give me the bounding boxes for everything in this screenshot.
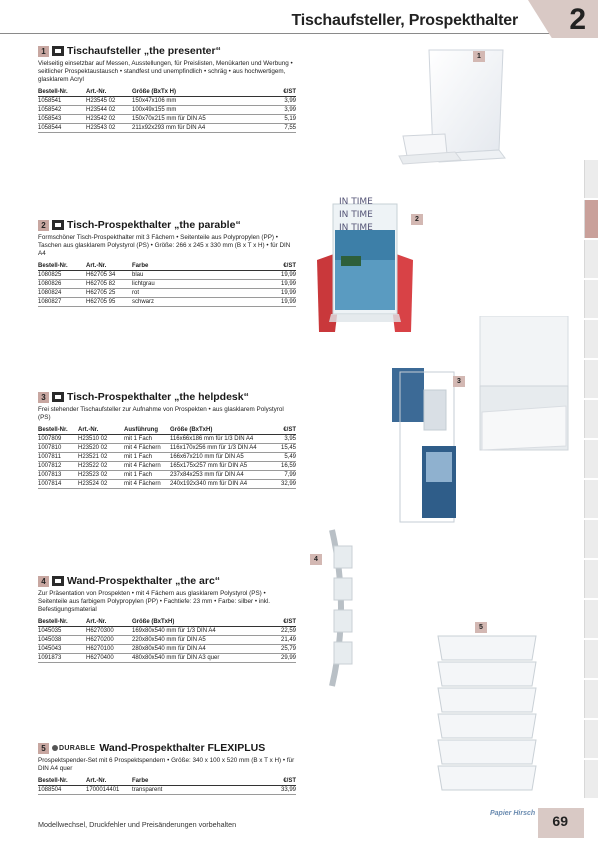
image-label: 2 xyxy=(411,214,423,225)
product-image-flexiplus xyxy=(430,628,545,803)
section-heading xyxy=(38,44,296,58)
cell: transparent xyxy=(132,785,242,794)
brand-name: DURABLE xyxy=(59,744,96,752)
section-number: 4 xyxy=(38,576,49,587)
brand-logo-icon xyxy=(52,576,64,586)
product-table xyxy=(38,776,296,795)
cell: 1007814 xyxy=(38,479,78,488)
cell: 166x67x210 mm für DIN A5 xyxy=(170,452,277,461)
cell: 150x70x215 mm für DIN A5 xyxy=(132,115,272,124)
cell: 211x92x293 mm für DIN A4 xyxy=(132,124,272,133)
col-header: Bestell-Nr. xyxy=(38,262,86,271)
cell: 19,99 xyxy=(231,280,296,289)
col-header: Ausführung xyxy=(124,425,170,434)
cell: H23510 02 xyxy=(78,434,124,443)
table-row xyxy=(38,434,296,443)
cell: 1091873 xyxy=(38,654,86,663)
product-section-4 xyxy=(38,574,296,663)
cell: H23543 02 xyxy=(86,124,132,133)
cell: 150x47x106 mm xyxy=(132,97,272,106)
table-header-row xyxy=(38,88,296,97)
col-header: €/ST xyxy=(277,425,296,434)
table-row xyxy=(38,479,296,488)
cell: H62705 34 xyxy=(86,271,132,280)
product-section-3 xyxy=(38,390,296,489)
col-header: Farbe xyxy=(132,262,231,271)
cell: 1080824 xyxy=(38,289,86,298)
brand-logo-icon xyxy=(52,220,64,230)
cell: mit 1 Fach xyxy=(124,470,170,479)
register-tab xyxy=(584,280,598,318)
cell: H6270300 xyxy=(86,627,132,636)
register-tab xyxy=(584,680,598,718)
table-header-row xyxy=(38,776,296,785)
chapter-number: 2 xyxy=(569,3,586,36)
cell: 169x80x540 mm für 1/3 DIN A4 xyxy=(132,627,272,636)
publisher-logo: Papier Hirsch xyxy=(490,810,536,817)
col-header: Bestell-Nr. xyxy=(38,618,86,627)
register-tab xyxy=(584,560,598,598)
cell: schwarz xyxy=(132,298,231,307)
section-title: Tisch-Prospekthalter „the helpdesk“ xyxy=(67,391,249,403)
table-header-row xyxy=(38,425,296,434)
section-description: Vielseitig einsetzbar auf Messen, Ausstellungen, für Preislisten, Menükarten und Werbung • seitlicher Prospektaustausch • standfest und unempfindlich • schräg • aus hochwertigem, glasklarem Acryl xyxy=(38,60,293,84)
section-description: Prospektspender-Set mit 6 Prospektspendern • Größe: 340 x 100 x 520 mm (B x T x H) • für DIN A4 quer xyxy=(38,757,295,773)
cell: H23544 02 xyxy=(86,106,132,115)
cell: H23545 02 xyxy=(86,97,132,106)
table-row xyxy=(38,298,296,307)
cell: 32,99 xyxy=(277,479,296,488)
register-tab xyxy=(584,360,598,398)
col-header: €/ST xyxy=(231,262,296,271)
cell: H62705 95 xyxy=(86,298,132,307)
col-header: Art.-Nr. xyxy=(86,88,132,97)
section-title: Wand-Prospekthalter „the arc“ xyxy=(67,575,221,587)
cell: 7,99 xyxy=(277,470,296,479)
section-title: Tisch-Prospekthalter „the parable“ xyxy=(67,219,241,231)
register-tab xyxy=(584,520,598,558)
col-header: Art.-Nr. xyxy=(78,425,124,434)
table-row xyxy=(38,654,296,663)
col-header: Bestell-Nr. xyxy=(38,776,86,785)
image-label: 3 xyxy=(453,376,465,387)
cell: 220x80x540 mm für DIN A5 xyxy=(132,636,272,645)
cell: blau xyxy=(132,271,231,280)
cell: H23521 02 xyxy=(78,452,124,461)
cell: 1058542 xyxy=(38,106,86,115)
product-image-arc xyxy=(326,528,356,688)
table-row xyxy=(38,470,296,479)
cell: 240x192x340 mm für DIN A4 xyxy=(170,479,277,488)
cell: 1058543 xyxy=(38,115,86,124)
durable-brand-logo xyxy=(52,745,95,752)
cell: 29,99 xyxy=(272,654,296,663)
table-row xyxy=(38,452,296,461)
product-image-presenter xyxy=(395,48,510,168)
cell: 1058541 xyxy=(38,97,86,106)
image-label: 4 xyxy=(310,554,322,565)
brochure-text: IN TIME xyxy=(339,223,373,233)
col-header: Art.-Nr. xyxy=(86,776,132,785)
product-image-parable xyxy=(315,190,415,335)
cell: mit 4 Fächern xyxy=(124,479,170,488)
register-tab xyxy=(584,720,598,758)
section-description: Zur Präsentation von Prospekten • mit 4 Fächern aus glasklarem Polystyrol (PS) • Seitenteile aus farbigem Polypropylen (PP) • Fachtiefe: 23 mm • Farbe: silber • inkl. Befestigungsmaterial xyxy=(38,590,271,614)
product-table xyxy=(38,88,296,134)
cell: 7,55 xyxy=(272,124,296,133)
cell: 3,95 xyxy=(277,434,296,443)
table-row xyxy=(38,97,296,106)
cell: mit 4 Fächern xyxy=(124,461,170,470)
brochure-text: IN TIME xyxy=(339,210,373,220)
side-register-tabs xyxy=(584,160,598,800)
product-section-2 xyxy=(38,218,296,307)
brand-dot-icon xyxy=(52,745,58,751)
cell: 116x66x186 mm für 1/3 DIN A4 xyxy=(170,434,277,443)
register-tab xyxy=(584,160,598,198)
cell: H62705 25 xyxy=(86,289,132,298)
page-title: Tischaufsteller, Prospekthalter xyxy=(291,12,518,29)
cell: mit 4 Fächern xyxy=(124,443,170,452)
col-header: Art.-Nr. xyxy=(86,618,132,627)
register-tab xyxy=(584,760,598,798)
product-image-helpdesk xyxy=(388,316,578,526)
cell: 1088504 xyxy=(38,785,86,794)
table-row xyxy=(38,461,296,470)
image-label: 5 xyxy=(475,622,487,633)
cell: 1045043 xyxy=(38,645,86,654)
col-header: Größe (BxTx H) xyxy=(132,88,272,97)
cell: H23524 02 xyxy=(78,479,124,488)
cell: H6270200 xyxy=(86,636,132,645)
cell: 116x170x256 mm für 1/3 DIN A4 xyxy=(170,443,277,452)
section-title: Tischaufsteller „the presenter“ xyxy=(67,45,221,57)
section-description: Frei stehender Tischaufsteller zur Aufnahme von Prospekten • aus glasklarem Polystyrol (PS) xyxy=(38,406,284,422)
cell: H23520 02 xyxy=(78,443,124,452)
cell: 1007810 xyxy=(38,443,78,452)
cell: rot xyxy=(132,289,231,298)
register-tab xyxy=(584,480,598,518)
cell: 25,79 xyxy=(272,645,296,654)
register-tab xyxy=(584,600,598,638)
cell: H23542 02 xyxy=(86,115,132,124)
cell: 100x49x155 mm xyxy=(132,106,272,115)
cell: 1058544 xyxy=(38,124,86,133)
table-row xyxy=(38,124,296,133)
cell: 237x84x253 mm für DIN A4 xyxy=(170,470,277,479)
cell: H23522 02 xyxy=(78,461,124,470)
col-header: Bestell-Nr. xyxy=(38,425,78,434)
register-tab xyxy=(584,240,598,278)
page-number: 69 xyxy=(552,813,568,829)
col-header: Farbe xyxy=(132,776,242,785)
cell: 21,49 xyxy=(272,636,296,645)
cell: 19,99 xyxy=(231,289,296,298)
table-row xyxy=(38,115,296,124)
product-table xyxy=(38,425,296,489)
section-heading xyxy=(38,741,296,755)
cell: 480x80x540 mm für DIN A3 quer xyxy=(132,654,272,663)
table-row xyxy=(38,785,296,794)
cell: 1007809 xyxy=(38,434,78,443)
cell: 1080826 xyxy=(38,280,86,289)
cell: 1007811 xyxy=(38,452,78,461)
cell: 3,99 xyxy=(272,106,296,115)
cell: 22,59 xyxy=(272,627,296,636)
cell: 1080827 xyxy=(38,298,86,307)
cell: 1007812 xyxy=(38,461,78,470)
cell: 165x175x257 mm für DIN A5 xyxy=(170,461,277,470)
section-number: 5 xyxy=(38,743,49,754)
product-section-5 xyxy=(38,741,296,795)
table-row xyxy=(38,443,296,452)
table-row xyxy=(38,271,296,280)
section-description: Formschöner Tisch-Prospekthalter mit 3 Fächern • Seitenteile aus Polypropylen (PP) • Taschen aus glasklarem Polystyrol (PS) • Größe: 266 x 245 x 330 mm (B x T x H) • für DIN A4 xyxy=(38,234,291,258)
cell: 15,45 xyxy=(277,443,296,452)
cell: 16,59 xyxy=(277,461,296,470)
footer-note: Modellwechsel, Druckfehler und Preisänderungen vorbehalten xyxy=(38,820,237,829)
table-row xyxy=(38,636,296,645)
cell: H6270100 xyxy=(86,645,132,654)
cell: 5,49 xyxy=(277,452,296,461)
col-header: Bestell-Nr. xyxy=(38,88,86,97)
register-tab xyxy=(584,320,598,358)
cell: 1045035 xyxy=(38,627,86,636)
cell: 1700014401 xyxy=(86,785,132,794)
cell: 19,99 xyxy=(231,298,296,307)
cell: 1007813 xyxy=(38,470,78,479)
section-number: 3 xyxy=(38,392,49,403)
register-tab xyxy=(584,640,598,678)
cell: 33,99 xyxy=(242,785,296,794)
product-table xyxy=(38,618,296,664)
col-header: €/ST xyxy=(272,88,296,97)
table-header-row xyxy=(38,262,296,271)
col-header: Größe (BxTxH) xyxy=(170,425,277,434)
col-header: €/ST xyxy=(242,776,296,785)
register-tab-active xyxy=(584,200,598,238)
cell: H6270400 xyxy=(86,654,132,663)
image-label: 1 xyxy=(473,51,485,62)
cell: 1080825 xyxy=(38,271,86,280)
cell: lichtgrau xyxy=(132,280,231,289)
section-heading xyxy=(38,218,296,232)
col-header: Größe (BxTxH) xyxy=(132,618,272,627)
cell: H62705 82 xyxy=(86,280,132,289)
product-section-1 xyxy=(38,44,296,133)
register-tab xyxy=(584,400,598,438)
cell: 1045038 xyxy=(38,636,86,645)
brochure-text: IN TIME xyxy=(339,197,373,207)
table-header-row xyxy=(38,618,296,627)
section-number: 2 xyxy=(38,220,49,231)
col-header: €/ST xyxy=(272,618,296,627)
section-title: Wand-Prospekthalter FLEXIPLUS xyxy=(99,742,266,754)
cell: H23523 02 xyxy=(78,470,124,479)
section-heading xyxy=(38,390,296,404)
product-table xyxy=(38,262,296,308)
cell: 5,19 xyxy=(272,115,296,124)
col-header: Art.-Nr. xyxy=(86,262,132,271)
section-heading xyxy=(38,574,296,588)
cell: mit 1 Fach xyxy=(124,434,170,443)
cell: mit 1 Fach xyxy=(124,452,170,461)
table-row xyxy=(38,106,296,115)
brand-logo-icon xyxy=(52,46,64,56)
cell: 3,99 xyxy=(272,97,296,106)
table-row xyxy=(38,645,296,654)
section-number: 1 xyxy=(38,46,49,57)
register-tab xyxy=(584,440,598,478)
table-row xyxy=(38,627,296,636)
table-row xyxy=(38,280,296,289)
cell: 280x80x540 mm für DIN A4 xyxy=(132,645,272,654)
table-row xyxy=(38,289,296,298)
cell: 19,99 xyxy=(231,271,296,280)
brand-logo-icon xyxy=(52,392,64,402)
